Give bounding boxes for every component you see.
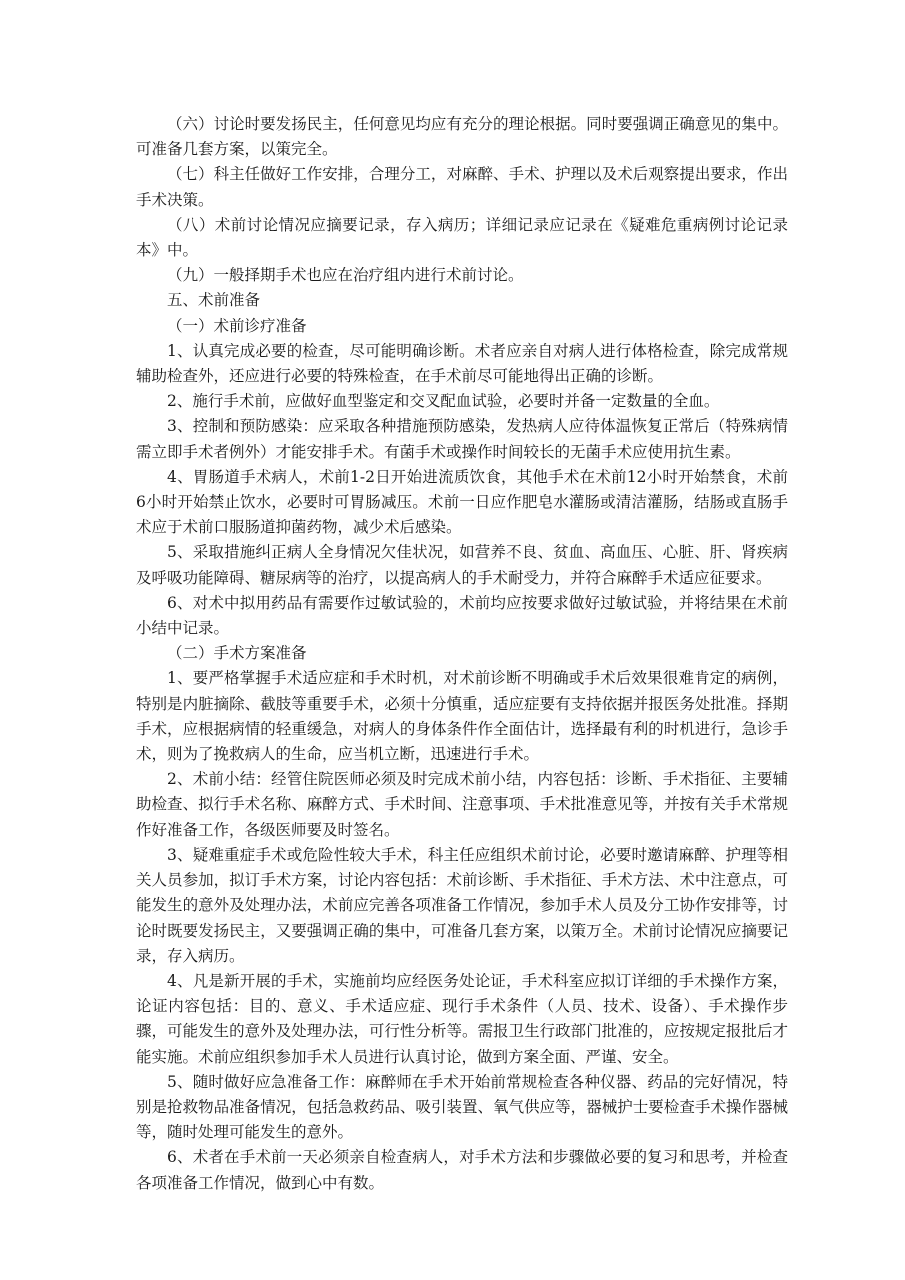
- paragraph-item-6-allergy-test: 6、对术中拟用药品有需要作过敏试验的，术前均应按要求做好过敏试验，并将结果在术前小结中记录。: [136, 593, 788, 638]
- paragraph-item-1-examination: 1、认真完成必要的检查，尽可能明确诊断。术者应亲自对病人进行体格检查，除完成常规辅助检查外，还应进行必要的特殊检查，在手术前尽可能地得出正确的诊断。: [136, 341, 788, 386]
- paragraph-item-4-gi-preparation: 4、胃肠道手术病人，术前1-2日开始进流质饮食，其他手术在术前12小时开始禁食，术前6小时开始禁止饮水，必要时可胃肠减压。术前一日应作肥皂水灌肠或清洁灌肠，结肠或直肠手术应于术前口服肠道抑菌药物，减少术后感染。: [136, 467, 788, 537]
- paragraph-plan-4-new-procedures: 4、凡是新开展的手术，实施前均应经医务处论证，手术科室应拟订详细的手术操作方案，论证内容包括：目的、意义、手术适应症、现行手术条件（人员、技术、设备）、手术操作步骤，可能发生的意外及处理办法，可行性分析等。需报卫生行政部门批准的，应按规定报批后才能实施。术前应组织参加手术人员进行认真讨论，做到方案全面、严谨、安全。: [136, 971, 788, 1066]
- paragraph-item-5-general-condition: 5、采取措施纠正病人全身情况欠佳状况，如营养不良、贫血、高血压、心脏、肝、肾疾病及呼吸功能障碍、糖尿病等的治疗，以提高病人的手术耐受力，并符合麻醉手术适应征要求。: [136, 543, 788, 587]
- paragraph-plan-6-surgeon-check: 6、术者在手术前一天必须亲自检查病人，对手术方法和步骤做必要的复习和思考，并检查各项准备工作情况，做到心中有数。: [136, 1148, 788, 1192]
- document-body: [136, 112, 788, 1196]
- paragraph-plan-3-difficult-cases: 3、疑难重症手术或危险性较大手术，科主任应组织术前讨论，必要时邀请麻醉、护理等相关人员参加，拟订手术方案，讨论内容包括：术前诊断、手术指征、手术方法、术中注意点，可能发生的意外及处理办法，术前应完善各项准备工作情况，参加手术人员及分工协作安排等，讨论时既要发扬民主，又要强调正确的集中，可准备几套方案，以策万全。术前讨论情况应摘要记录，存入病历。: [136, 845, 788, 965]
- paragraph-plan-2-preop-summary: 2、术前小结：经管住院医师必须及时完成术前小结，内容包括：诊断、手术指征、主要辅助检查、拟行手术名称、麻醉方式、手术时间、注意事项、手术批准意见等，并按有关手术常规作好准备工作，各级医师要及时签名。: [136, 770, 788, 839]
- paragraph-item-2-blood-typing: 2、施行手术前，应做好血型鉴定和交叉配血试验，必要时并备一定数量的全血。: [167, 392, 720, 411]
- paragraph-discussion-record: （八）术前讨论情况应摘要记录，存入病历；详细记录应记录在《疑难危重病例讨论记录本》中。: [136, 215, 788, 260]
- subsection-heading-surgical-plan: （二）手术方案准备: [167, 644, 307, 663]
- subsection-heading-diagnosis-treatment: （一）术前诊疗准备: [167, 316, 307, 335]
- paragraph-item-3-infection-control: 3、控制和预防感染：应采取各种措施预防感染，发热病人应待体温恢复正常后（特殊病情需立即手术者例外）才能安排手术。有菌手术或操作时间较长的无菌手术应使用抗生素。: [136, 417, 788, 461]
- paragraph-plan-1-indications: 1、要严格掌握手术适应症和手术时机，对术前诊断不明确或手术后效果很难肯定的病例，特别是内脏摘除、截肢等重要手术，必须十分慎重，适应症要有支持依据并报医务处批准。择期手术，应根据病情的轻重缓急，对病人的身体条件作全面估计，选择最有利的时机进行，急诊手术，则为了挽救病人的生命，应当机立断，迅速进行手术。: [136, 669, 788, 764]
- paragraph-director-arrangement: （七）科主任做好工作安排，合理分工，对麻醉、手术、护理以及术后观察提出要求，作出手术决策。: [136, 165, 788, 209]
- section-heading-preop-preparation: 五、术前准备: [167, 291, 261, 310]
- paragraph-elective-surgery-discussion: （九）一般择期手术也应在治疗组内进行术前讨论。: [167, 266, 524, 285]
- paragraph-discussion-democracy: （六）讨论时要发扬民主，任何意见均应有充分的理论根据。同时要强调正确意见的集中。可准备几套方案，以策完全。: [136, 115, 788, 159]
- paragraph-plan-5-emergency-readiness: 5、随时做好应急准备工作：麻醉师在手术开始前常规检查各种仪器、药品的完好情况，特别是抢救物品准备情况，包括急救药品、吸引装置、氧气供应等，器械护士要检查手术操作器械等，随时处理可能发生的意外。: [136, 1072, 788, 1142]
